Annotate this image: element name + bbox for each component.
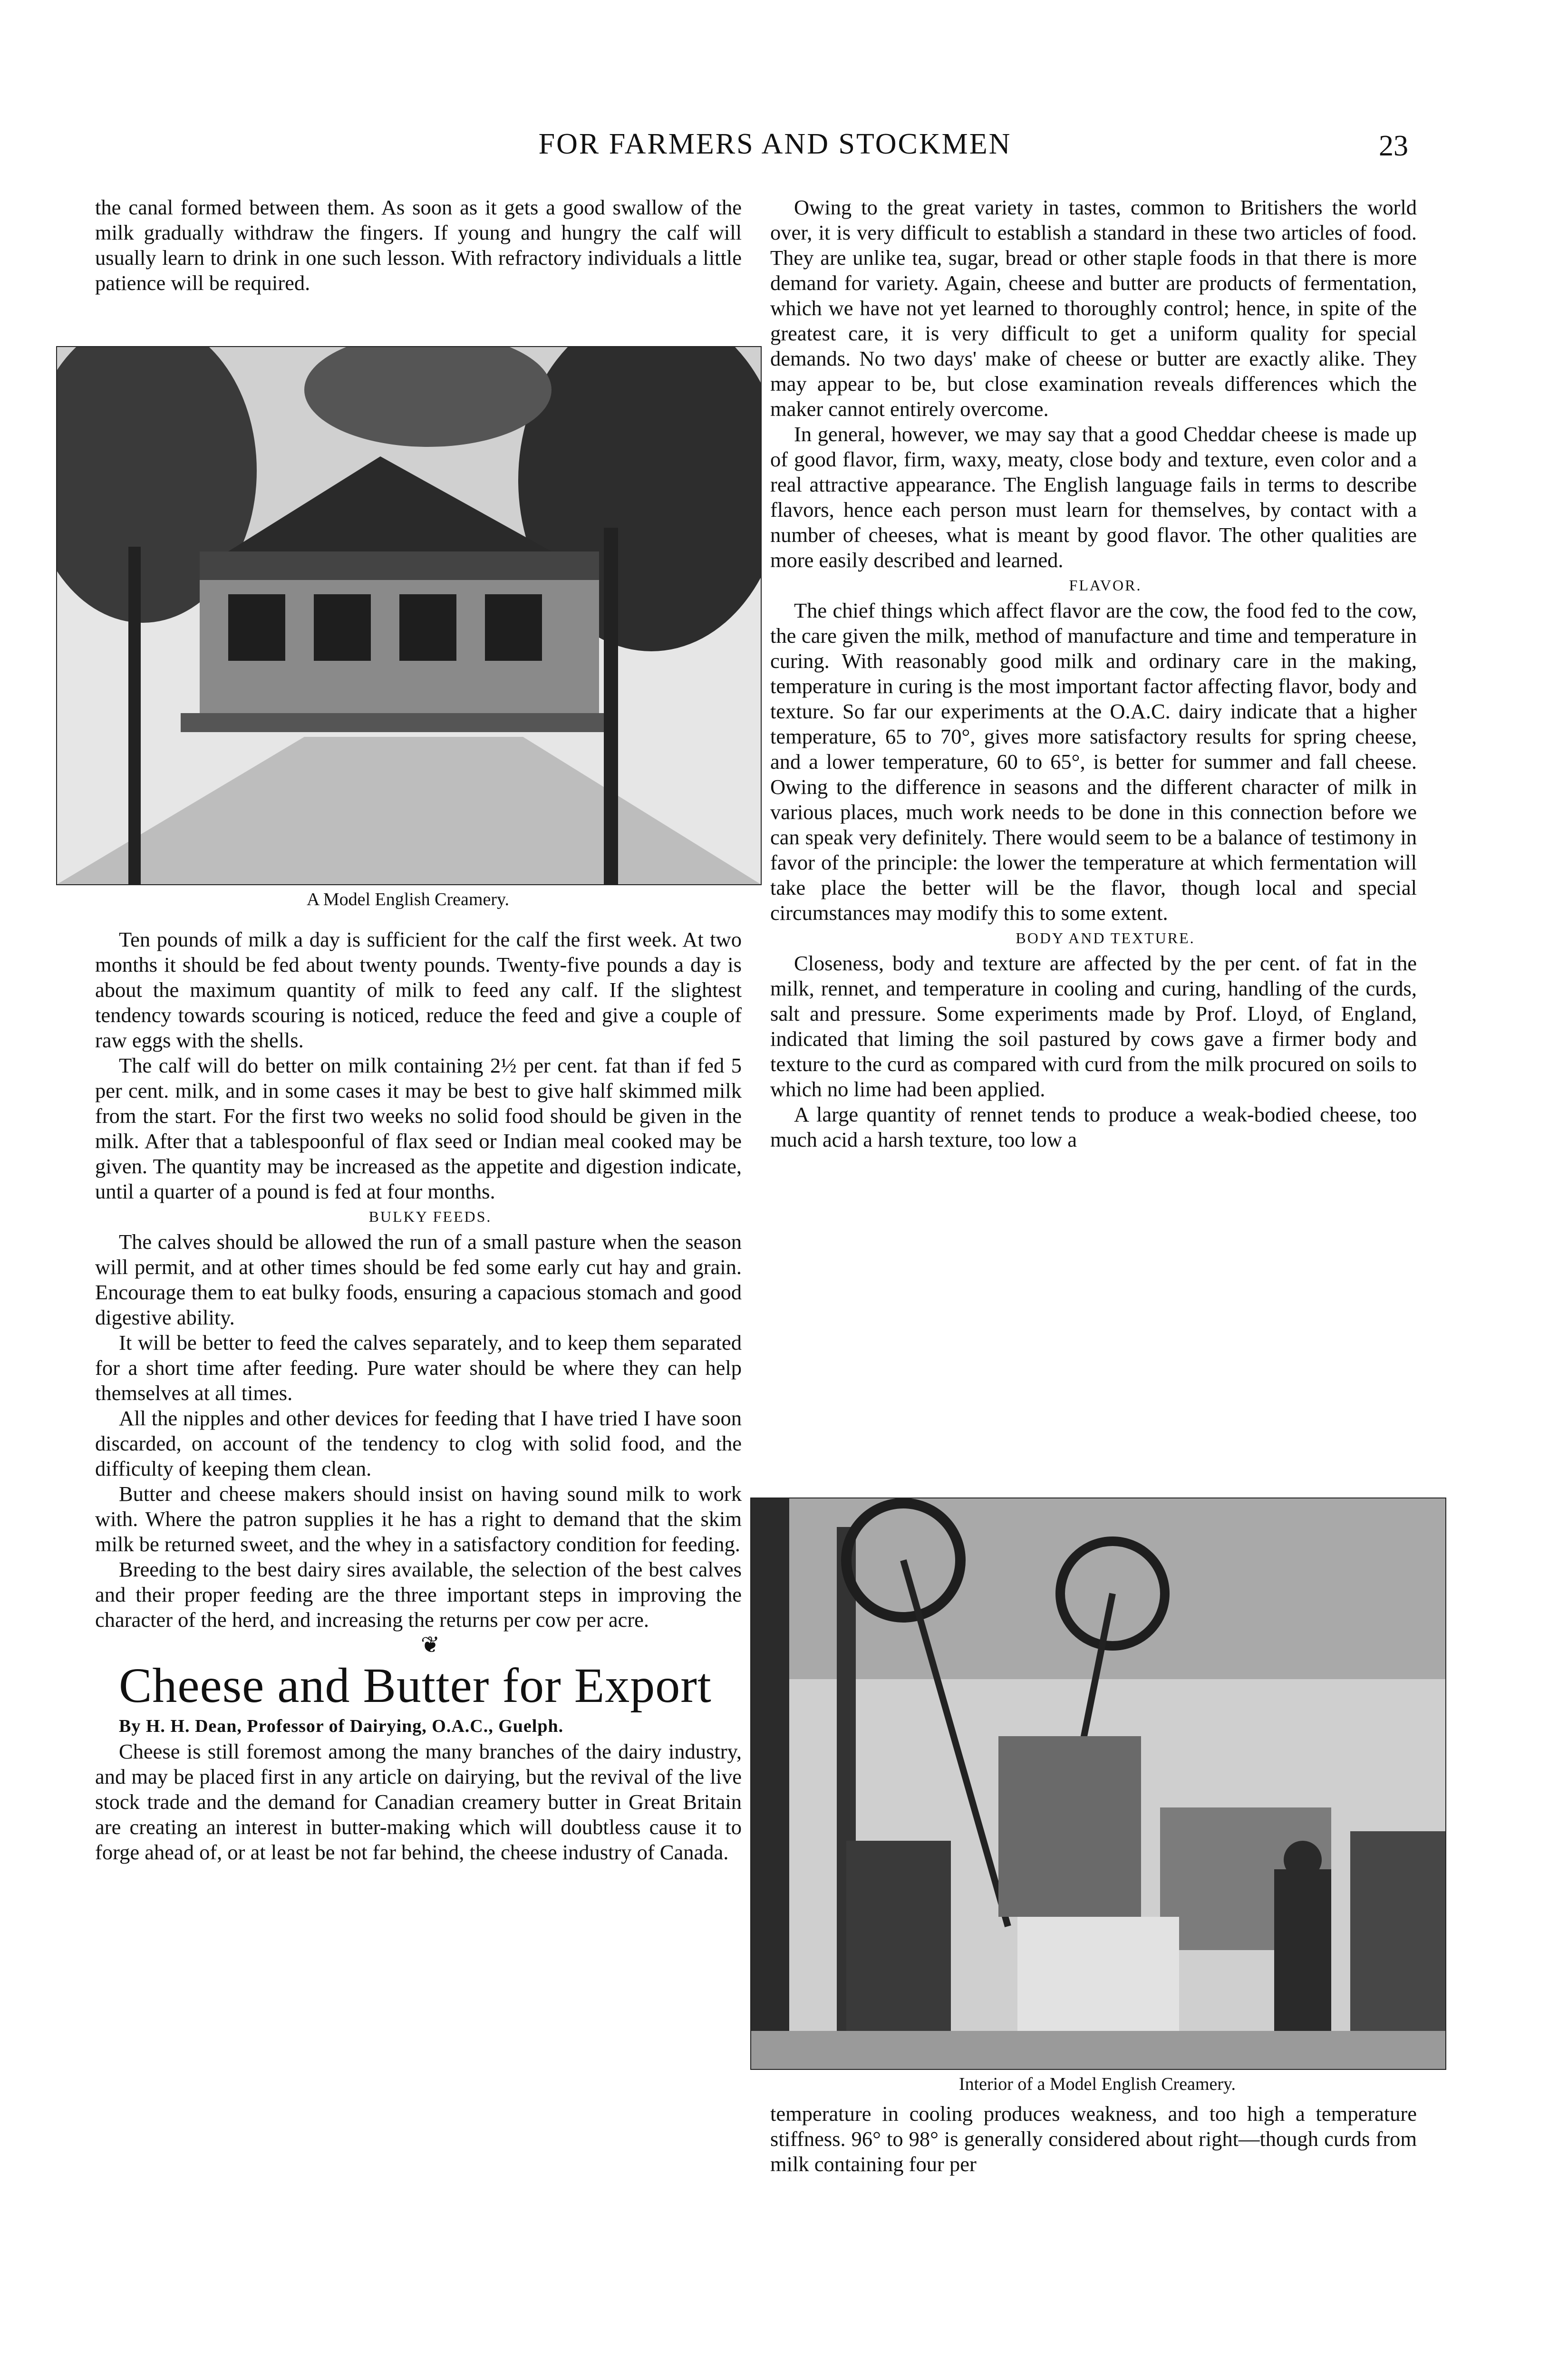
running-head: FOR FARMERS AND STOCKMEN	[538, 128, 1012, 160]
paragraph: In general, however, we may say that a good Cheddar cheese is made up of good flavor, firm, waxy, meaty, close body and texture, even color and a real attractive appearance. The English language fails in terms to describe flavors, hence each person must learn for themselves, by contact with a number of cheeses, what is meant by good flavor. The other qualities are more easily described and learned.	[770, 422, 1417, 572]
paragraph: Cheese is still foremost among the many branches of the dairy industry, and may be placed first in any article on dairying, but the revival of the live stock trade and the demand for Canadian creamery butter in Great Britain are creating an interest in butter-making which will doubtless cause it to forge ahead of, or at least be not far behind, the cheese industry of Canada.	[95, 1739, 742, 1864]
ornament-icon: ❦	[420, 1633, 440, 1658]
paragraph: It will be better to feed the calves separately, and to keep them separated for a short time after feeding. Pure water should be where they can help themselves at all times.	[95, 1331, 742, 1405]
left-column-main	[95, 927, 742, 1865]
section-heading: FLAVOR.	[1069, 577, 1142, 594]
paragraph: the canal formed between them. As soon as it gets a good swallow of the milk gradually withdraw the fingers. If young and hungry the calf will usually learn to drink in one such lesson. With refractory individuals a little patience will be required.	[95, 195, 742, 295]
paragraph: Breeding to the best dairy sires available, the selection of the best calves and their proper feeding are the three important steps in improving the character of the herd, and increasing the returns per cow per acre.	[95, 1557, 742, 1632]
paragraph: Closeness, body and texture are affected by the per cent. of fat in the milk, rennet, and temperature in cooling and curing, handling of the curds, salt and pressure. Some experiments made by Prof. Lloyd, of England, indicated that liming the soil pastured by cows gave a firmer body and texture to the curd as compared with curd from the milk procured on soils to which no lime had been applied.	[770, 951, 1417, 1101]
paragraph: Ten pounds of milk a day is sufficient for the calf the first week. At two months it should be fed about twenty pounds. Twenty-five pounds a day is about the maximum quantity of milk to feed any calf. If the slightest tendency towards scouring is noticed, reduce the feed and give a couple of raw eggs with the shells.	[95, 928, 742, 1052]
paragraph: A large quantity of rennet tends to produce a weak-bodied cheese, too much acid a harsh texture, too low a	[770, 1102, 1417, 1151]
paragraph: The chief things which affect flavor are the cow, the food fed to the cow, the care given the milk, method of manufacture and time and temperature in curing. With reasonably good milk and ordinary care in the making, temperature in curing is the most important factor affecting flavor, body and texture. So far our experiments at the O.A.C. dairy indicate that a higher temperature, 65 to 70°, gives more satisfactory results for spring cheese, and a lower temperature, 60 to 65°, is better for summer and fall cheese. Owing to the difference in seasons and the different character of milk in various places, much work needs to be done in this connection before we can speak very definitely. There would seem to be a balance of testimony in favor of the principle: the lower the temperature at which fermentation will take place the better will be the flavor, though local and special circumstances may modify this to some extent.	[770, 599, 1417, 925]
article-title: Cheese and Butter for Export	[119, 1658, 712, 1713]
paragraph: All the nipples and other devices for feeding that I have tried I have soon discarded, on account of the tendency to clog with solid food, and the difficulty of keeping them clean.	[95, 1406, 742, 1480]
section-heading: BODY AND TEXTURE.	[1016, 929, 1195, 947]
right-column-bottom	[770, 2101, 1417, 2177]
paragraph: The calves should be allowed the run of a small pasture when the season will permit, and at other times should be fed some early cut hay and grain. Encourage them to eat bulky foods, ensuring a capacious stomach and good digestive ability.	[95, 1230, 742, 1329]
photo-caption: Interior of a Model English Creamery.	[958, 2074, 1236, 2094]
paragraph: temperature in cooling produces weakness, and too high a temperature stiffness. 96° to 98° is generally considered about right—though curds from milk containing four per	[770, 2102, 1417, 2176]
creamery-exterior-photo	[56, 346, 762, 885]
section-heading: BULKY FEEDS.	[368, 1208, 492, 1225]
left-column-top	[95, 195, 742, 296]
page-number: 23	[1379, 130, 1408, 162]
right-column	[770, 195, 1417, 1152]
paragraph: Butter and cheese makers should insist on having sound milk to work with. Where the patron supplies it he has a right to demand that the skim milk be returned sweet, and the whey in a satisfactory condition for feeding.	[95, 1482, 742, 1556]
byline: By H. H. Dean, Professor of Dairying, O.A.C., Guelph.	[119, 1716, 564, 1736]
paragraph: Owing to the great variety in tastes, common to Britishers the world over, it is very difficult to establish a standard in these two articles of food. They are unlike tea, sugar, bread or other staple foods in that there is more demand for variety. Again, cheese and butter are products of fermentation, which we have not yet learned to thoroughly control; hence, in spite of the greatest care, it is very difficult to get a uniform quality for special demands. No two days' make of cheese or butter are exactly alike. They may appear to be, but close examination reveals differences which the maker cannot entirely overcome.	[770, 195, 1417, 421]
creamery-interior-photo	[750, 1498, 1446, 2070]
photo-caption: A Model English Creamery.	[306, 889, 509, 909]
paragraph: The calf will do better on milk containing 2½ per cent. fat than if fed 5 per cent. milk, and in some cases it may be best to give half skimmed milk from the start. For the first two weeks no solid food should be given in the milk. After that a tablespoonful of flax seed or Indian meal cooked may be given. The quantity may be increased as the appetite and digestion indicate, until a quarter of a pound is fed at four months.	[95, 1053, 742, 1203]
